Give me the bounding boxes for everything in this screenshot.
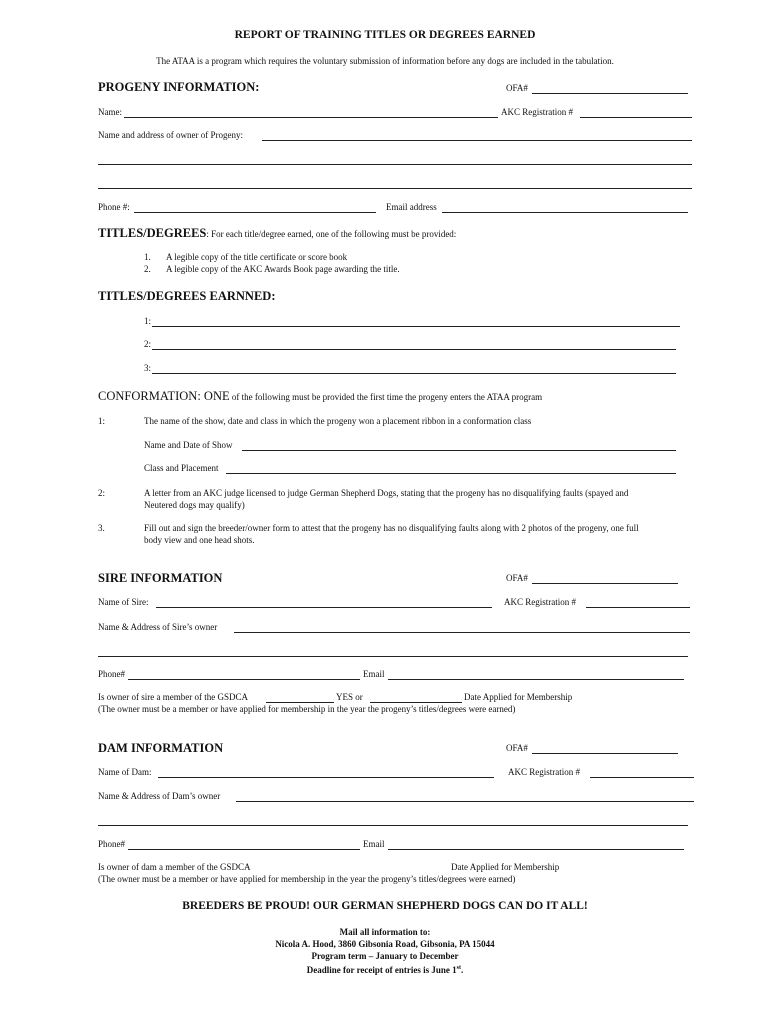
sire-heading: SIRE INFORMATION (98, 571, 223, 585)
dam-note: (The owner must be a member or have applied for membership in the year the progeny’s titles/degrees were earned) (98, 874, 516, 884)
sire-phone-line (128, 679, 360, 680)
conf-item-1-num: 1: (98, 416, 106, 426)
deadline-end: . (461, 965, 464, 975)
titles-instruction: : For each title/degree earned, one of the following must be provided: (206, 229, 457, 239)
show-line (242, 450, 676, 451)
progeny-owner-line-3 (98, 188, 692, 189)
sire-akc-line (586, 607, 690, 608)
conformation-heading: CONFORMATION (98, 389, 198, 403)
sire-ofa-line (532, 583, 678, 584)
dam-member-label: Is owner of dam a member of the GSDCA (98, 862, 251, 872)
sire-email-label: Email (363, 669, 385, 679)
sire-name-line (156, 607, 492, 608)
earned-2-line (152, 349, 676, 350)
class-line (226, 473, 676, 474)
sire-name-label: Name of Sire: (98, 597, 149, 607)
sire-akc-label: AKC Registration # (504, 597, 576, 607)
conf-item-3-line1: Fill out and sign the breeder/owner form to attest that the progeny has no disqualifying faults along with 2 photos of the progeny, one full (144, 523, 639, 533)
progeny-email-label: Email address (386, 202, 437, 212)
sire-date-line (370, 702, 462, 703)
dam-owner-line (236, 801, 694, 802)
intro-text: The ATAA is a program which requires the voluntary submission of information before any dogs are included in the tabulation. (156, 56, 614, 66)
sire-yes-or: YES or (336, 692, 363, 702)
dam-date-applied: Date Applied for Membership (451, 862, 560, 872)
dam-akc-line (590, 777, 694, 778)
slogan: BREEDERS BE PROUD! OUR GERMAN SHEPHERD DOGS CAN DO IT ALL! (182, 900, 588, 912)
earned-3-label: 3: (144, 363, 152, 373)
progeny-phone-label: Phone #: (98, 202, 130, 212)
progeny-owner-label: Name and address of owner of Progeny: (98, 130, 243, 140)
dam-phone-label: Phone# (98, 839, 125, 849)
titles-instruction-row (98, 226, 456, 241)
sire-member-yes-line (266, 702, 334, 703)
conformation-one: : ONE (197, 389, 230, 403)
earned-1-label: 1: (144, 316, 152, 326)
sire-email-line (388, 679, 684, 680)
titles-item-2-text: A legible copy of the AKC Awards Book page awarding the title. (166, 264, 400, 274)
dam-name-label: Name of Dam: (98, 767, 152, 777)
earned-3-line (152, 373, 676, 374)
sire-member-label: Is owner of sire a member of the GSDCA (98, 692, 248, 702)
sire-note: (The owner must be a member or have applied for membership in the year the progeny’s titles/degrees were earned) (98, 704, 516, 714)
conf-item-1-text: The name of the show, date and class in which the progeny won a placement ribbon in a conformation class (144, 416, 532, 426)
progeny-heading: PROGENY INFORMATION: (98, 80, 260, 94)
dam-owner-label: Name & Address of Dam’s owner (98, 791, 221, 801)
progeny-akc-label: AKC Registration # (501, 107, 573, 117)
dam-heading: DAM INFORMATION (98, 741, 224, 755)
dam-akc-label: AKC Registration # (508, 767, 580, 777)
progeny-phone-line (134, 212, 376, 213)
dam-email-label: Email (363, 839, 385, 849)
dam-ofa-line (532, 753, 678, 754)
dam-owner-line-2 (98, 825, 688, 826)
sire-ofa-label: OFA# (506, 573, 528, 583)
sire-date-applied: Date Applied for Membership (464, 692, 573, 702)
progeny-ofa-label: OFA# (506, 83, 528, 93)
deadline-text: Deadline for receipt of entries is June 1 (306, 965, 457, 975)
earned-2-label: 2: (144, 339, 152, 349)
progeny-owner-line (262, 140, 692, 141)
progeny-owner-line-2 (98, 164, 692, 165)
program-term: Program term – January to December (311, 951, 459, 961)
sire-phone-label: Phone# (98, 669, 125, 679)
progeny-name-line (124, 117, 498, 118)
mail-label: Mail all information to: (339, 927, 431, 937)
titles-item-1-num: 1. (144, 252, 151, 262)
progeny-akc-line (580, 117, 692, 118)
dam-ofa-label: OFA# (506, 743, 528, 753)
conf-item-3-num: 3. (98, 523, 105, 533)
deadline (0, 963, 770, 976)
sire-owner-line (234, 632, 690, 633)
progeny-email-line (442, 212, 688, 213)
sire-owner-label: Name & Address of Sire’s owner (98, 622, 218, 632)
class-label: Class and Placement (144, 463, 219, 473)
earned-1-line (152, 326, 680, 327)
progeny-name-label: Name: (98, 107, 122, 117)
dam-phone-line (128, 849, 360, 850)
conf-item-2-line1: A letter from an AKC judge licensed to judge German Shepherd Dogs, stating that the progeny has no disqualifying faults (spayed and (144, 488, 629, 498)
page-title: REPORT OF TRAINING TITLES OR DEGREES EARNED (234, 29, 536, 41)
titles-earned-heading: TITLES/DEGREES EARNNED: (98, 289, 276, 303)
conformation-row (98, 389, 542, 404)
sire-owner-line-2 (98, 656, 688, 657)
conf-item-3-line2: body view and one head shots. (144, 535, 255, 545)
show-label: Name and Date of Show (144, 440, 233, 450)
dam-email-line (388, 849, 684, 850)
titles-heading: TITLES/DEGREES (98, 226, 207, 240)
conformation-instruction: of the following must be provided the first time the progeny enters the ATAA program (229, 392, 543, 402)
titles-item-1-text: A legible copy of the title certificate or score book (166, 252, 348, 262)
progeny-ofa-line (532, 93, 688, 94)
conf-item-2-num: 2: (98, 488, 106, 498)
deadline-sup: st (456, 965, 461, 971)
dam-name-line (158, 777, 494, 778)
titles-item-2-num: 2. (144, 264, 151, 274)
conf-item-2-line2: Neutered dogs may qualify) (144, 500, 245, 510)
mail-address: Nicola A. Hood, 3860 Gibsonia Road, Gibsonia, PA 15044 (275, 939, 495, 949)
